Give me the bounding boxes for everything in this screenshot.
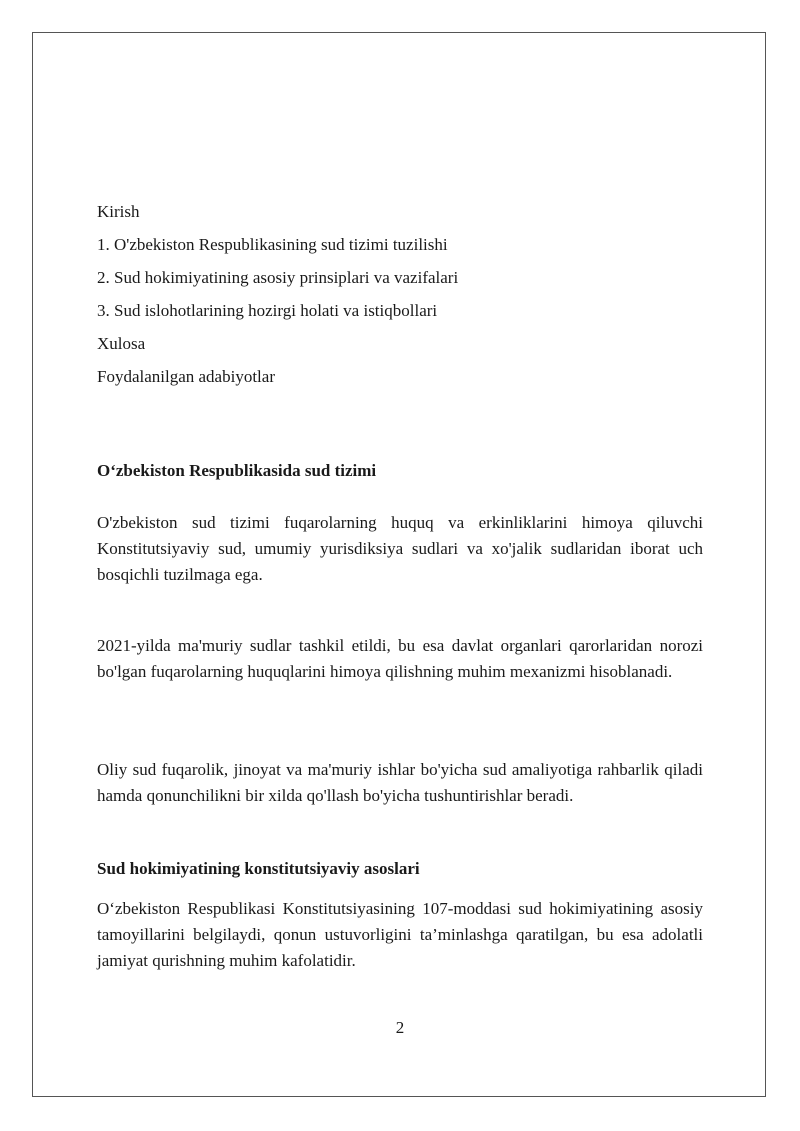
toc-item-chapter-3: 3. Sud islohotlarining hozirgi holati va istiqbollari bbox=[97, 301, 438, 320]
section-1-paragraph-3: Oliy sud fuqarolik, jinoyat va ma'muriy ishlar bo'yicha sud amaliyotiga rahbarlik qiladi hamda qonunchilikni bir xilda qo'llash bo'yicha tushuntirishlar beradi. bbox=[97, 760, 703, 805]
section-1-paragraph-2: 2021-yilda ma'muriy sudlar tashkil etildi, bu esa davlat organlari qarorlaridan norozi bo'lgan fuqarolarning huquqlarini himoya qilishning muhim mexanizmi hisoblanadi. bbox=[97, 636, 703, 681]
page-number: 2 bbox=[395, 1018, 405, 1037]
toc-item-intro: Kirish bbox=[97, 202, 140, 221]
toc-item-conclusion: Xulosa bbox=[97, 334, 146, 353]
table-of-contents bbox=[97, 199, 703, 397]
section-2-paragraph-1: O‘zbekiston Respublikasi Konstitutsiyasining 107-moddasi sud hokimiyatining asosiy tamoyillarini belgilaydi, qonun ustuvorligini ta’minlashga qaratilgan, bu esa adolatli jamiyat qurishning muhim kafolatidir. bbox=[97, 899, 703, 970]
section-1-heading: O‘zbekiston Respublikasida sud tizimi bbox=[97, 461, 377, 480]
toc-item-chapter-1: 1. O'zbekiston Respublikasining sud tizimi tuzilishi bbox=[97, 235, 448, 254]
section-1-paragraph-1: O'zbekiston sud tizimi fuqarolarning huquq va erkinliklarini himoya qiluvchi Konstitutsiyaviy sud, umumiy yurisdiksiya sudlari va xo'jalik sudlaridan iborat uch bosqichli tuzilmaga ega. bbox=[97, 513, 703, 584]
toc-item-chapter-2: 2. Sud hokimiyatining asosiy prinsiplari va vazifalari bbox=[97, 268, 459, 287]
toc-item-references: Foydalanilgan adabiyotlar bbox=[97, 367, 275, 386]
section-2-heading: Sud hokimiyatining konstitutsiyaviy asoslari bbox=[97, 859, 420, 878]
